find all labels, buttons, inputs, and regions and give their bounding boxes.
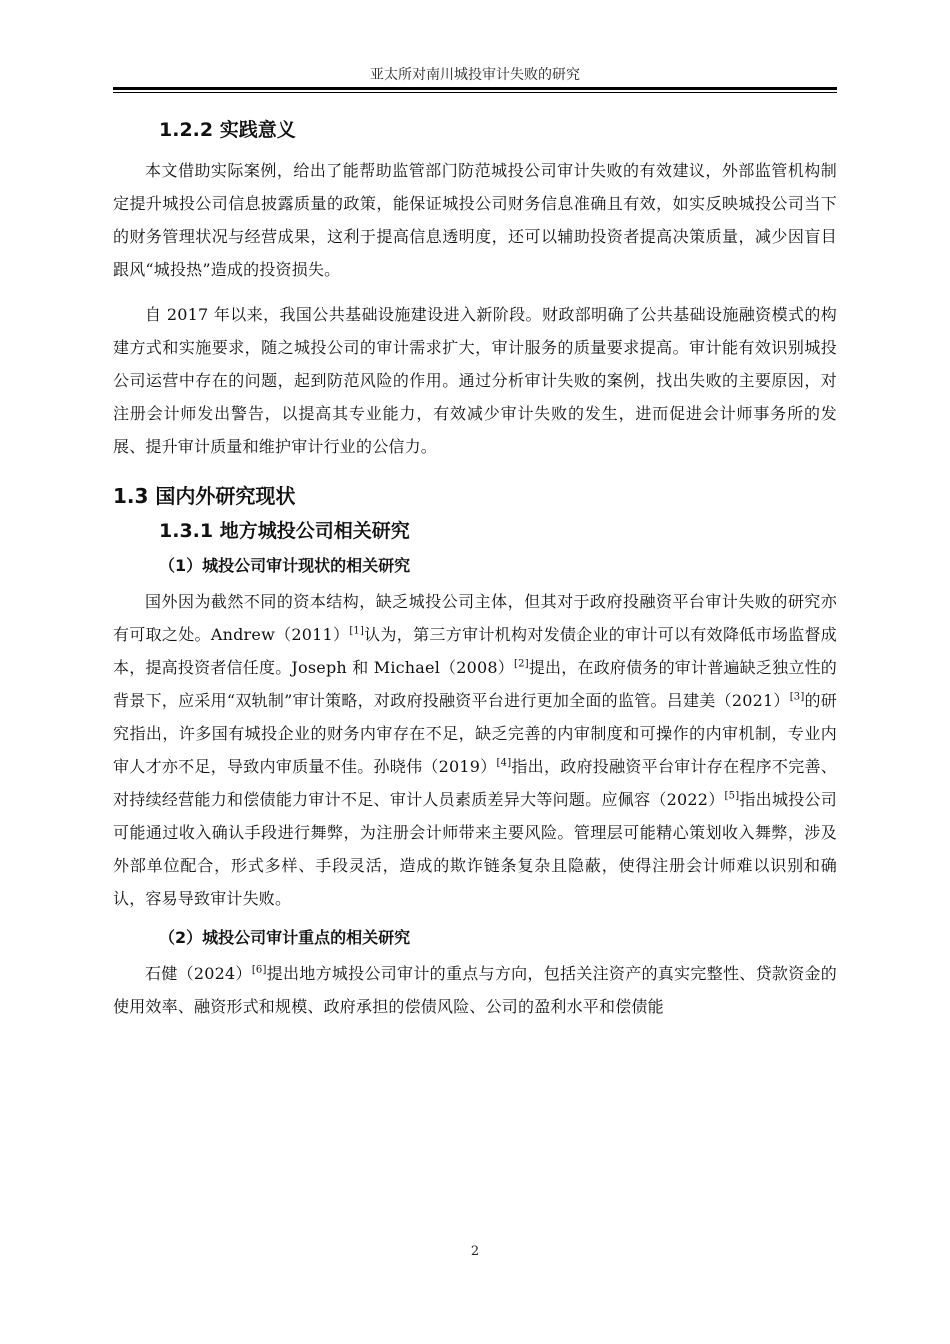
text: 国外因为截然不同的资本结构，缺乏城投公司主体，但其对于政府投融资平台审计失败的研究亦有可取之处。Andrew（2011） [113, 592, 837, 644]
citation: [3] [789, 691, 805, 703]
citation: [4] [496, 757, 512, 769]
text: 认为，第三方审计机构对发债企业的审计可以有效降低市场监督成本，提高投资者信任度。Joseph 和 Michael（2008） [113, 625, 837, 677]
heading-1-3-1: 1.3.1 地方城投公司相关研究 [159, 520, 410, 542]
paragraph [113, 957, 837, 1023]
header-rule-thick [113, 87, 837, 90]
text: 指出城投公司可能通过收入确认手段进行舞弊，为注册会计师带来主要风险。管理层可能精心策划收入舞弊，涉及外部单位配合，形式多样、手段灵活，造成的欺诈链条复杂且隐蔽，使得注册会计师难以识别和确认，容易导致审计失败。 [113, 790, 837, 908]
citation: [6] [251, 964, 267, 976]
paragraph: 本文借助实际案例，给出了能帮助监管部门防范城投公司审计失败的有效建议，外部监管机构制定提升城投公司信息披露质量的政策，能保证城投公司财务信息准确且有效，如实反映城投公司当下的财务管理状况与经营成果，这利于提高信息透明度，还可以辅助投资者提高决策质量，减少因盲目跟风“城投热”造成的投资损失。 [113, 161, 837, 279]
page-body [113, 110, 837, 1035]
paragraph [113, 585, 837, 915]
running-header: 亚太所对南川城投审计失败的研究 [370, 67, 580, 83]
text: 石健（2024） [145, 964, 252, 983]
citation: [5] [724, 790, 740, 802]
citation: [2] [514, 658, 529, 670]
text: 指出，政府投融资平台审计存在程序不完善、对持续经营能力和偿债能力审计不足、审计人员素质差异大等问题。应佩容（2022） [113, 757, 837, 809]
text: 提出地方城投公司审计的重点与方向，包括关注资产的真实完整性、贷款资金的使用效率、融资形式和规模、政府承担的偿债风险、公司的盈利水平和偿债能 [113, 964, 837, 1016]
heading-1-2-2: 1.2.2 实践意义 [159, 119, 296, 141]
subheading-1: （1）城投公司审计现状的相关研究 [159, 556, 411, 575]
heading-1-3: 1.3 国内外研究现状 [113, 484, 296, 508]
paragraph: 自 2017 年以来，我国公共基础设施建设进入新阶段。财政部明确了公共基础设施融资模式的构建方式和实施要求，随之城投公司的审计需求扩大，审计服务的质量要求提高。审计能有效识别城投公司运营中存在的问题，起到防范风险的作用。通过分析审计失败的案例，找出失败的主要原因，对注册会计师发出警告，以提高其专业能力，有效减少审计失败的发生，进而促进会计师事务所的发展、提升审计质量和维护审计行业的公信力。 [113, 305, 837, 456]
header-rule-thin [113, 92, 837, 93]
text: 的研究指出，许多国有城投企业的财务内审存在不足，缺乏完善的内审制度和可操作的内审机制，专业内审人才亦不足，导致内审质量不佳。孙晓伟（2019） [113, 691, 837, 776]
subheading-2: （2）城投公司审计重点的相关研究 [159, 928, 411, 947]
citation: [1] [349, 625, 365, 637]
text: 提出，在政府债务的审计普遍缺乏独立性的背景下，应采用“双轨制”审计策略，对政府投融资平台进行更加全面的监管。吕建美（2021） [113, 658, 837, 710]
page-number: 2 [470, 1244, 480, 1259]
